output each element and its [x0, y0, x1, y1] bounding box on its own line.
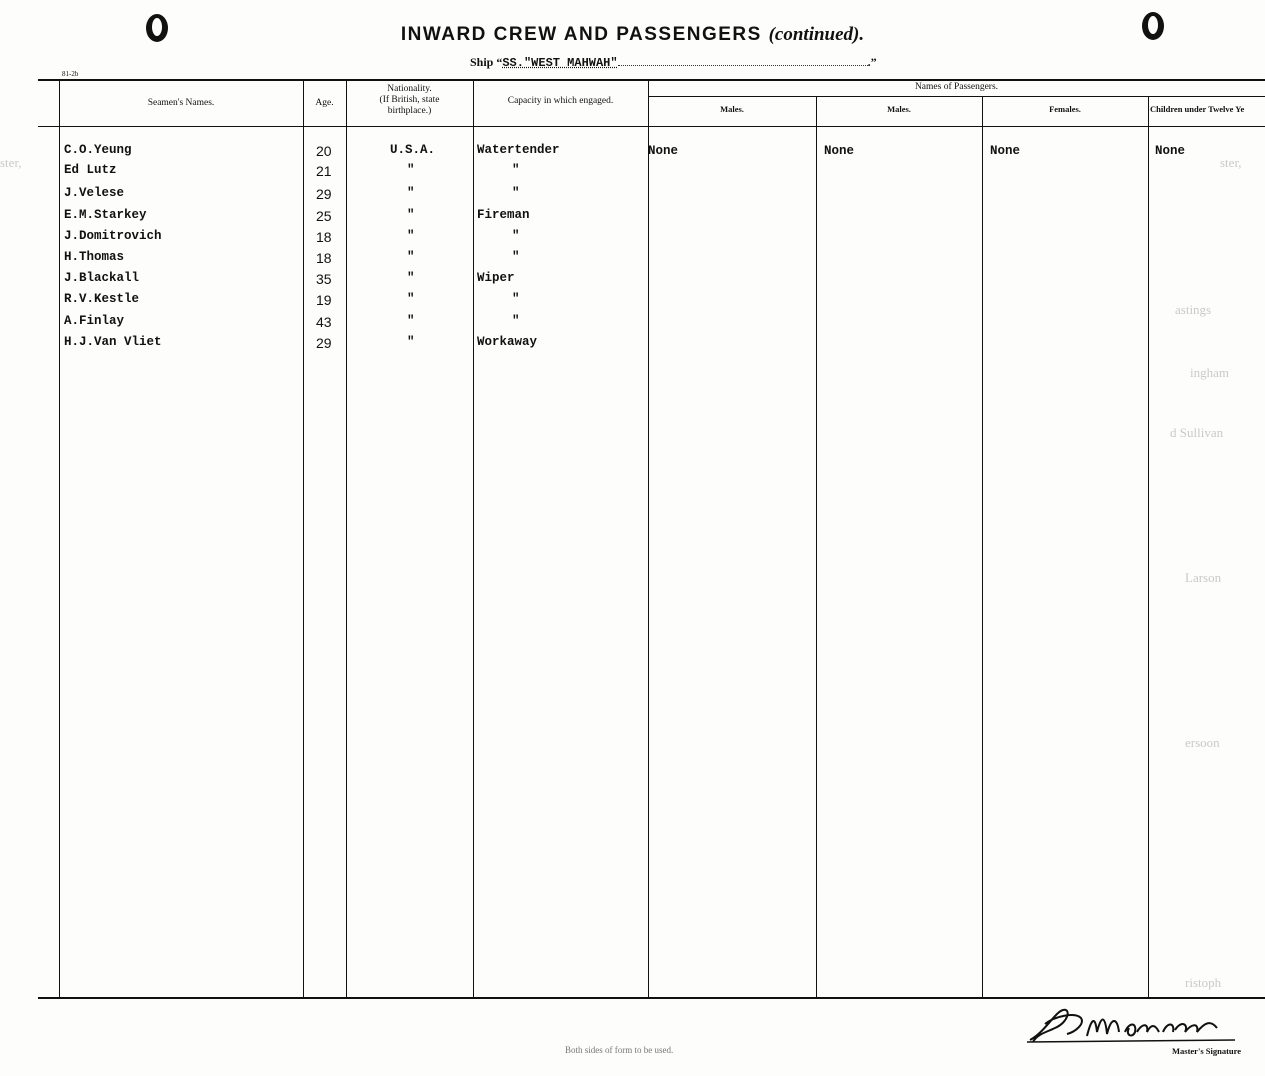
crew-capacity: "	[512, 163, 520, 177]
crew-age: 35	[316, 271, 332, 287]
header-males-1: Males.	[720, 104, 744, 114]
crew-age: 18	[316, 229, 332, 245]
crew-capacity: Watertender	[477, 143, 560, 157]
crew-capacity: Fireman	[477, 208, 530, 222]
crew-capacity: "	[512, 292, 520, 306]
crew-capacity: "	[512, 250, 520, 264]
crew-capacity: Wiper	[477, 271, 515, 285]
bleed-through-text: ster,	[1220, 155, 1242, 170]
passenger-females-value: None	[990, 144, 1021, 158]
bleed-through-text: astings	[1175, 302, 1212, 317]
table-bottom-rule	[38, 997, 1265, 999]
crew-capacity: "	[512, 229, 520, 243]
footer-note: Both sides of form to be used.	[565, 1045, 674, 1055]
ship-line	[470, 55, 877, 70]
crew-nationality: U.S.A.	[390, 143, 436, 157]
column-divider	[303, 80, 304, 997]
bleed-through-text: d Sullivan	[1170, 425, 1224, 440]
crew-name: C.O.Yeung	[64, 143, 132, 157]
passengers-header-rule	[648, 96, 1265, 97]
crew-nationality: "	[407, 271, 415, 285]
bleed-through-text: Larson	[1185, 570, 1222, 585]
passenger-males-1-value: None	[648, 144, 679, 158]
crew-name: Ed Lutz	[64, 163, 117, 177]
ship-suffix: .”	[867, 55, 877, 69]
header-males-2: Males.	[887, 104, 911, 114]
table-top-rule	[38, 79, 1265, 81]
crew-age: 25	[316, 208, 332, 224]
column-divider	[1148, 97, 1149, 997]
crew-nationality: "	[407, 250, 415, 264]
crew-nationality: "	[407, 208, 415, 222]
crew-age: 20	[316, 143, 332, 159]
header-children: Children under Twelve Ye	[1150, 104, 1245, 114]
form-number: 81-2b	[62, 70, 79, 78]
crew-nationality: "	[407, 314, 415, 328]
column-divider	[648, 80, 649, 997]
crew-nationality: "	[407, 335, 415, 349]
column-divider	[473, 80, 474, 997]
header-nationality-line2: (If British, state	[379, 95, 440, 105]
crew-nationality: "	[407, 292, 415, 306]
crew-age: 29	[316, 186, 332, 202]
crew-age: 18	[316, 250, 332, 266]
crew-capacity: "	[512, 186, 520, 200]
crew-capacity: Workaway	[477, 335, 538, 349]
crew-age: 21	[316, 163, 332, 179]
header-bottom-rule	[38, 126, 1265, 127]
crew-name: H.Thomas	[64, 250, 125, 264]
bleed-through-text: ersoon	[1185, 735, 1220, 750]
crew-nationality: "	[407, 229, 415, 243]
column-divider	[59, 80, 60, 997]
header-seamens-names: Seamen's Names.	[147, 98, 215, 108]
passenger-children-value: None	[1155, 144, 1186, 158]
header-passengers: Names of Passengers.	[914, 82, 999, 92]
column-divider	[346, 80, 347, 997]
header-age: Age.	[315, 98, 334, 108]
crew-name: E.M.Starkey	[64, 208, 147, 222]
header-females: Females.	[1049, 104, 1081, 114]
crew-age: 29	[316, 335, 332, 351]
master-signature	[1025, 1002, 1245, 1046]
bleed-through-text: ingham	[1190, 365, 1229, 380]
crew-nationality: "	[407, 163, 415, 177]
crew-name: H.J.Van Vliet	[64, 335, 162, 349]
bleed-through-text: ristoph	[1185, 975, 1222, 990]
crew-nationality: "	[407, 186, 415, 200]
crew-name: R.V.Kestle	[64, 292, 140, 306]
column-divider	[816, 97, 817, 997]
crew-name: J.Blackall	[64, 271, 140, 285]
crew-name: J.Domitrovich	[64, 229, 162, 243]
crew-age: 43	[316, 314, 332, 330]
header-nationality-line3: birthplace.)	[387, 106, 432, 116]
crew-name: A.Finlay	[64, 314, 125, 328]
column-divider	[982, 97, 983, 997]
document-title	[0, 24, 1265, 46]
title-suffix: (continued).	[768, 24, 865, 45]
crew-capacity: "	[512, 314, 520, 328]
passenger-males-2-value: None	[824, 144, 855, 158]
bleed-through-text: ster,	[0, 155, 22, 170]
crew-name: J.Velese	[64, 186, 125, 200]
header-nationality	[346, 84, 473, 117]
ship-prefix: Ship “	[470, 55, 503, 69]
master-signature-label: Master's Signature	[1172, 1046, 1242, 1056]
crew-age: 19	[316, 292, 332, 308]
header-capacity: Capacity in which engaged.	[507, 96, 614, 106]
header-nationality-line1: Nationality.	[387, 84, 432, 94]
ship-name: SS."WEST MAHWAH"	[502, 56, 618, 70]
title-main: INWARD CREW AND PASSENGERS	[400, 24, 762, 45]
